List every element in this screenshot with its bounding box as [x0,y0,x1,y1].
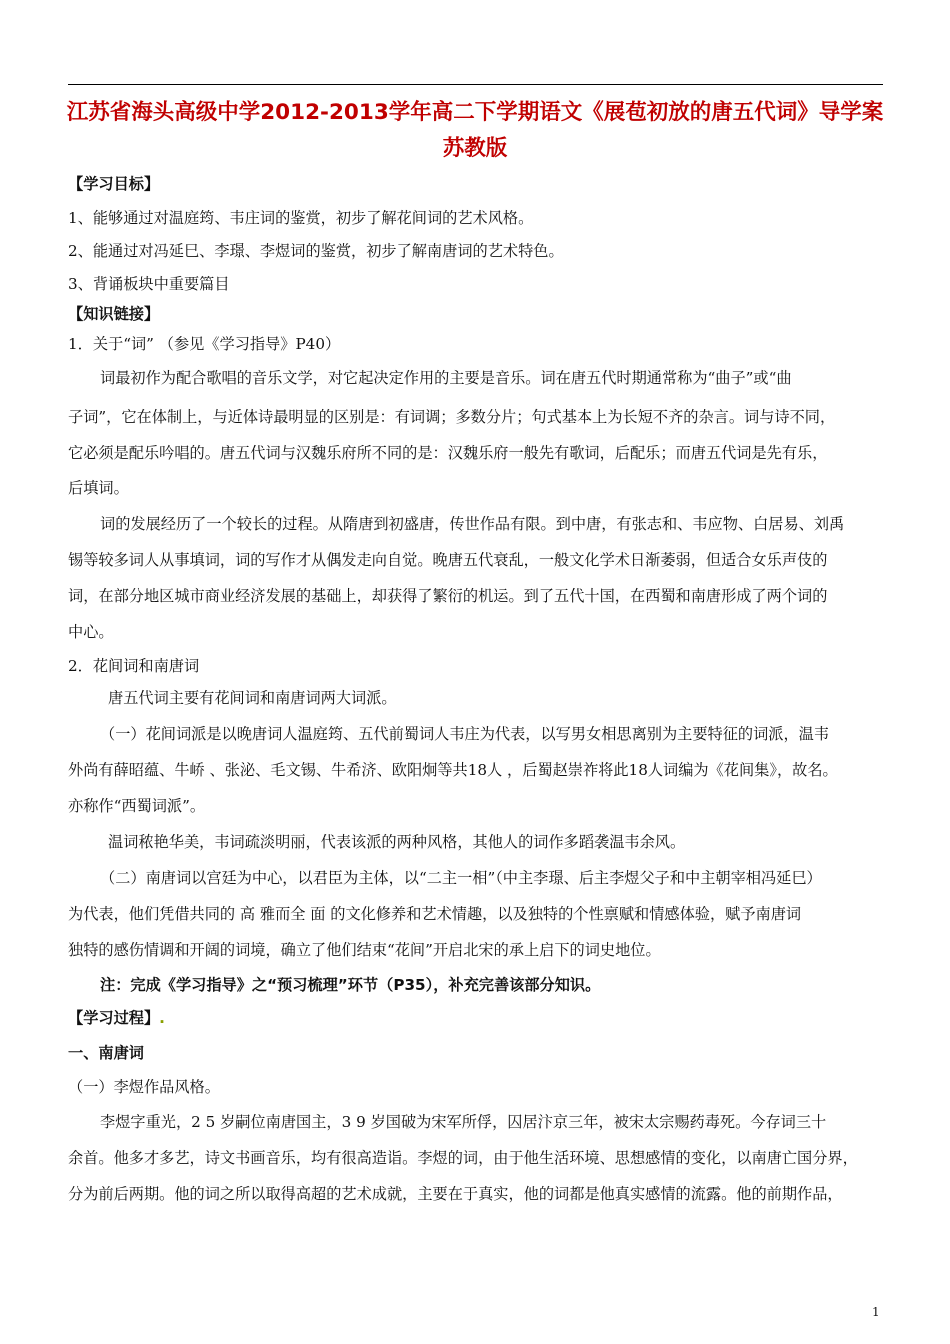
process-heading [68,1008,888,1028]
paragraph-line: （二）南唐词以宫廷为中心，以君臣为主体，以“二主一相”（中主李璟、后主李煜父子和中主朝宰相冯延巳） [100,869,822,887]
paragraph-line: 词的发展经历了一个较长的过程。从隋唐到初盛唐，传世作品有限。到中唐，有张志和、韦应物、白居易、刘禹 [100,515,845,533]
goal-item: 3、背诵板块中重要篇目 [68,275,230,293]
paragraph-line: 温词秾艳华美，韦词疏淡明丽，代表该派的两种风格，其他人的词作多蹈袭温韦余风。 [108,833,686,851]
goal-item: 2、能通过对冯延巳、李璟、李煜词的鉴赏，初步了解南唐词的艺术特色。 [68,242,564,260]
document-title: 江苏省海头高级中学2012-2013学年高二下学期语文《展苞初放的唐五代词》导学案 [66,100,884,125]
paragraph-line: （一）花间词派是以晚唐词人温庭筠、五代前蜀词人韦庄为代表，以写男女相思离别为主要特征的词派，温韦 [100,725,829,743]
paragraph-line: 外尚有薛昭蕴、牛峤 、张泌、毛文锡、牛希济、欧阳炯等共18人 ，后蜀赵崇祚将此18人词编为《花间集》，故名。 [68,761,838,779]
header-rule [68,84,883,85]
paragraph-line: 它必须是配乐吟唱的。唐五代词与汉魏乐府所不同的是：汉魏乐府一般先有歌词，后配乐；而唐五代词是先有乐， [68,444,828,462]
goals-heading: 【学习目标】 [68,175,160,193]
knowledge-heading: 【知识链接】 [68,305,160,323]
heading-dot: . [159,1009,165,1027]
paragraph-line: 词，在部分地区城市商业经济发展的基础上，却获得了繁衍的机运。到了五代十国，在西蜀和南唐形成了两个词的 [68,587,828,605]
paragraph-line: 唐五代词主要有花间词和南唐词两大词派。 [108,689,397,707]
paragraph-line: 独特的感伤情调和开阔的词境，确立了他们结束“花间”开启北宋的承上启下的词史地位。 [68,941,661,959]
page-number: 1 [872,1305,880,1319]
paragraph-line: 为代表，他们凭借共同的 高 雅而全 面 的文化修养和艺术情趣，以及独特的个性禀赋和情感体验，赋予南唐词 [68,905,802,923]
paragraph-line: 中心。 [68,623,114,641]
paragraph-line: 锡等较多词人从事填词，词的写作才从偶发走向自觉。晚唐五代衰乱，一般文化学术日渐萎弱，但适合女乐声伎的 [68,551,828,569]
process-heading-label: 【学习过程】 [68,1009,160,1027]
paragraph-line: 李煜字重光，2 5 岁嗣位南唐国主，3 9 岁国破为宋军所俘，囚居汴京三年，被宋太宗赐药毒死。今存词三十 [100,1113,827,1131]
section-title: 一、南唐词 [68,1044,144,1062]
paragraph-line: 余首。他多才多艺，诗文书画音乐，均有很高造诣。李煜的词，由于他生活环境、思想感情的变化，以南唐亡国分界， [68,1149,858,1167]
paragraph-line: 分为前后两期。他的词之所以取得高超的艺术成就，主要在于真实，他的词都是他真实感情的流露。他的前期作品， [68,1185,843,1203]
document-subtitle: 苏教版 [442,136,508,161]
note-text: 注：完成《学习指导》之“预习梳理”环节（P35），补充完善该部分知识。 [100,976,601,994]
paragraph-line: 亦称作“西蜀词派”。 [68,797,206,815]
section-title: 2．花间词和南唐词 [68,657,200,675]
subsection-title: （一）李煜作品风格。 [68,1078,220,1096]
section-title: 1．关于“词” （参见《学习指导》P40） [68,335,341,353]
goal-item: 1、能够通过对温庭筠、韦庄词的鉴赏，初步了解花间词的艺术风格。 [68,209,534,227]
paragraph-line: 后填词。 [68,479,129,497]
paragraph-line: 子词”，它在体制上，与近体诗最明显的区别是：有词调；多数分片；句式基本上为长短不齐的杂言。词与诗不同， [68,408,836,426]
paragraph-line: 词最初作为配合歌唱的音乐文学，对它起决定作用的主要是音乐。词在唐五代时期通常称为“曲子”或“曲 [100,369,792,387]
